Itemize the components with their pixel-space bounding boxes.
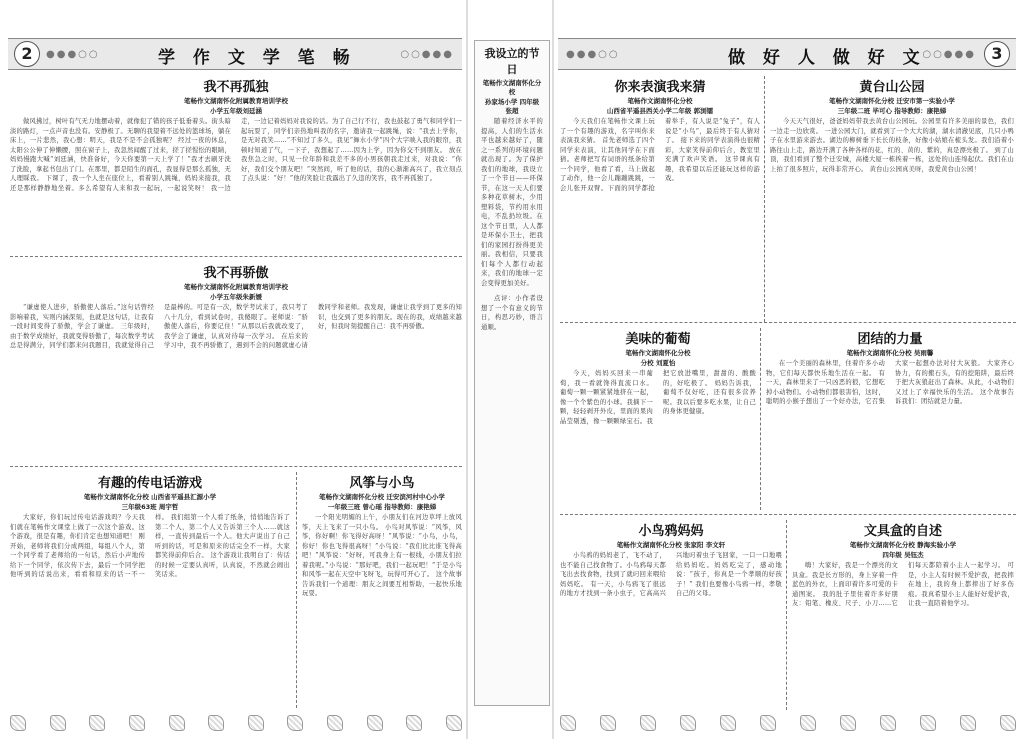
article-text: 嗨！大家好，我是一个漂亮的文具盒。我是长方形的，身上穿着一件蓝色的外衣，上面印着许多可爱的卡通图案。 我的肚子里住着许多好朋友：铅笔、橡皮、尺子、小刀……它们每天都陪着小主人一起学习。 可是，小主人有时候不爱护我，把我摔在地上，我的身上都摔出了好多伤痕。我真希望小主人能好好爱护我，让我一直陪着他学习。 [792, 562, 1014, 607]
leaf-ornament-icon [1000, 715, 1016, 731]
article-text: 大家好，你们玩过传电话游戏吗？今天我们就在笔畅作文课堂上做了一次这个游戏。这个游戏，很是有趣，你们肯定也想知道吧！ 刚开始，老师将我们分成两组，每组八个人，第一个同学看了老师给的一句话，然后小声地传给下一个同学，依次传下去，最后一个同学把他听到的话说出来，看看和原来的话一不一样。 我们组第一个人看了纸条，悄悄地告诉了第二个人，第二个人又告诉第三个人……就这样，一直传到最后一个人。他大声说出了自己听到的话，可是和原来的话完全不一样，大家都笑得前仰后合。 这个游戏让我明白了：传话的时候一定要认真听，认真说，不然就会闹出笑话来。 [10, 514, 290, 578]
divider [760, 328, 761, 510]
article-byline: 笔畅作文湖南怀化分校 迁安市第一实验小学 [829, 97, 955, 105]
article-grade: 分校 刘夏怡 [640, 359, 676, 367]
header-dots: ○○●●● [922, 49, 976, 60]
article-grade: 山西省平遥县西关小学二年级 郭浏镭 [606, 107, 714, 115]
article-byline: 笔畅作文湖南怀化分校 [627, 97, 693, 105]
leaf-ornament-icon [920, 715, 936, 731]
left-page-header [8, 38, 462, 70]
teacher-comment: 点评：小作者设想了一个有意义的节日，构思巧妙，语言通顺。 [481, 295, 543, 331]
leaf-ornament-icon [89, 715, 105, 731]
article-title: 美味的葡萄 [625, 332, 691, 347]
right-page-header [558, 38, 1016, 70]
article-huangtaishan-gongyuan [770, 76, 1014, 318]
leaf-ornament-icon [129, 715, 145, 731]
leaf-ornament-icon [600, 715, 616, 731]
article-title: 文具盒的自述 [863, 524, 942, 539]
article-grade: 三年级二班 毕可心 指导教师：康艳娣 [837, 107, 947, 115]
leaf-ornament-icon [327, 715, 343, 731]
leaf-ornament-icon [840, 715, 856, 731]
divider [786, 520, 787, 710]
article-byline: 笔畅作文湖南怀化分校 山西省平遥县汇源小学 [83, 493, 217, 501]
left-page [0, 0, 470, 739]
leaf-ornament-icon [50, 715, 66, 731]
article-fengzheng-yu-xiaoniao [302, 472, 462, 712]
leaf-ornament-icon [406, 715, 422, 731]
article-grade: 一年级三班 曾心瑶 指导教师：康艳娣 [327, 503, 437, 511]
header-dots: ●●●○○ [566, 49, 620, 60]
leaf-ornament-icon [169, 715, 185, 731]
header-dots: ○○●●● [400, 49, 454, 60]
article-title: 黄台山公园 [859, 80, 925, 95]
footer-ornament [10, 715, 462, 735]
leaf-ornament-icon [880, 715, 896, 731]
page-title: 做 好 人 做 好 文 [728, 48, 926, 68]
article-xiaoniao-ya-mama [560, 520, 782, 712]
article-text: “谦虚使人进步，骄傲使人落后。”这句话曾经影响着我，实则内涵深刻，也就是这句话，让我有一段时间变得了骄傲，学会了谦虚。 三年级时，由于数学成绩好，我就变得骄傲了，每次数学考试总是得满分，同学们都来问我题目，我就觉得自己是最棒的。可是有一次，数学考试来了，我只考了八十几分，看到试卷时，我傻眼了。老师说：“骄傲使人落后，你要记住！”从那以后我就改变了，我学会了谦虚，认真对待每一次学习。 在后来的学习中，我不再骄傲了，遇到不会的问题就虚心请教同学和老师。我发现，谦虚让我学到了更多的知识，也交到了更多的朋友。现在的我，成绩越来越好，但我时刻提醒自己：我不再骄傲。 [10, 304, 462, 349]
article-grade: 小学五年级刘廷涵 [210, 107, 262, 115]
page-number: 3 [984, 41, 1010, 67]
article-text: 小鸟鸦的妈妈老了，飞不动了，也不能自己找食物了。小鸟鸦每天都飞出去找食物，找到了就叼回来喂给妈妈吃。 有一天，小鸟鸦飞了很远的地方才找到一条小虫子，它高高兴兴地叼着虫子飞回家，一口一口地喂给妈妈吃。妈妈吃完了，感动地说：“孩子，你真是一个孝顺的好孩子！” 我们也要像小鸟鸦一样，孝敬自己的父母。 [560, 552, 782, 597]
article-title: 我不再骄傲 [203, 266, 269, 281]
article-grade: 三年级63班 周宇哲 [121, 503, 179, 511]
leaf-ornament-icon [560, 715, 576, 731]
article-title: 你来表演我来猜 [614, 80, 706, 95]
divider [10, 256, 462, 257]
leaf-ornament-icon [800, 715, 816, 731]
leaf-ornament-icon [10, 715, 26, 731]
article-wo-sheli-de-jieri [474, 40, 550, 706]
article-byline: 笔畅作文湖南怀化附属教育培训学校 [184, 283, 288, 291]
leaf-ornament-icon [680, 715, 696, 731]
article-title: 团结的力量 [857, 332, 923, 347]
article-text: 一个阳光明媚的上午，小朋友们在河边草坪上放风筝，天上飞来了一只小鸟。 小鸟对风筝说：“风筝，风筝，你好啊！你飞得好高呀！”风筝说：“小鸟，小鸟，你好！你也飞得很高呀！”小鸟说：“我们比比谁飞得高吧！”风筝说：“好呀，可我身上有一根线，小朋友们拉着我呢。”小鸟说：“那好吧，我们一起玩吧！”于是小鸟和风筝一起在天空中飞呀飞，玩得可开心了。 这个故事告诉我们一个道理：朋友之间要互相帮助，一起快乐地玩耍。 [302, 514, 462, 597]
right-page [552, 0, 1024, 739]
page-number: 2 [14, 41, 40, 67]
article-byline: 笔畅作文湖南怀化分校 [625, 349, 691, 357]
leaf-ornament-icon [640, 715, 656, 731]
leaf-ornament-icon [287, 715, 303, 731]
article-author: 孙家场小学 四年级 张超 [484, 98, 540, 115]
header-dots: ●●●○○ [46, 49, 100, 60]
divider [296, 472, 297, 708]
article-byline: 笔畅作文湖南怀化分校 [482, 79, 542, 96]
article-title: 有趣的传电话游戏 [97, 476, 202, 491]
article-wenjuhe-de-zishu [792, 520, 1014, 712]
article-text: 今天我们在笔畅作文课上玩了一个有趣的游戏，名字叫你来表演我来猜。 首先老师选了四个同学来表演，让其他同学在下面猜。老师把写有词语的纸条给第一个同学，他看了看，马上做起了动作，他一会儿蹦蹦跳跳，一会儿张开双臂。下面的同学都抢着举手，有人说是“兔子”，有人说是“小鸟”，最后终于有人猜对了。 接下来的同学表演得也很精彩，大家笑得前仰后合，教室里充满了欢声笑语。 这节课真有趣，我希望以后还能玩这样的游戏。 [560, 118, 760, 192]
article-byline: 笔畅作文湖南怀化分校 静海实验小学 [849, 541, 957, 549]
divider [764, 76, 765, 322]
article-byline: 笔畅作文湖南怀化分校 张家阳 李文轩 [616, 541, 726, 549]
article-grade: 小学五年级朱新媛 [210, 293, 262, 301]
article-title: 我设立的节日 [484, 47, 540, 76]
article-wo-bu-zai-gudu [10, 76, 462, 252]
divider [560, 514, 1016, 515]
page-fold [466, 0, 468, 739]
article-text: 随着经济水平的提高，人们的生活水平也越来越好了，随之一系列的环境问题就出现了。为了保护我们的地球，我设立了一个节日——环保节，在这一天人们要多种花草树木，少用塑料袋，节约用水用电，不乱扔垃圾。在这个节日里，人人都是环保小卫士，把我们的家园打扮得更美丽。我相信，只要我们每个人都行动起来，我们的地球一定会变得更加美好。 [481, 118, 543, 287]
article-title: 我不再孤独 [203, 80, 269, 95]
footer-ornament [560, 715, 1016, 735]
article-text: 做风拂过，树叶有气无力地摆动着，就像犯了错的孩子低垂着头。街头暗淡的路灯，一点声音也没有。安静极了。无聊的我望着不远处的篮球场，躺在床上，一片悲然，我心想：明天，我是不是不会孤独呢？ 经过一夜的休息，太阳公公伸了伸懒腰，照在窗子上，我忽然闻醒了过来，搓了搓惺忪的眼睛，妈妈慢跑大喊“刘廷涵，快准备好，今天你要第一天上学了！”我才去刷牙洗了洗脸，拿起书包出了门。在那里，都是陌生的面孔，我显得是那么孤独，无人理睬我。 下课了，我一个人坐在座位上，看着别人跳绳，妈妈来接我，我还是那样静静地坐着。多么希望有人来和我一起玩，一起说笑呀！ 我一边走，一边记着妈妈对我说的话。为了自己行不行，我也鼓起了勇气和同学们一起玩耍了，同学们亲热地叫我的名字，邀请我一起跳绳，说：“我去上学你，是无对我笑……”不知过了多久，我见“舞水小学”四个大字映入我的眼帘，我顿时知道了气，一下子，我想起了……因为上学，因为你交不到朋友。 放在我焦急之时，只见一位年龄和我差不多的小男孩朝我走过来，对我说：“你好，我们交个朋友吧！”突然间，听了他的话，我的心渐渐高兴了，我立刻点了点头说：“好！”他的笑脸让我露出了久违的笑容，我不再孤独了。 [10, 118, 462, 192]
leaf-ornament-icon [208, 715, 224, 731]
leaf-ornament-icon [248, 715, 264, 731]
leaf-ornament-icon [760, 715, 776, 731]
article-title: 风筝与小鸟 [349, 476, 415, 491]
article-text: 今天天气很好，爸爸妈妈带我去黄台山公园玩。公园里有许多美丽的景色，我们一边走一边欣赏。 一进公园大门，就看到了一个大大的湖，湖水清澈见底，几只小鸭子在水里游来游去。湖边的柳树垂下长长的枝条，好像小姑娘在梳头发。我们沿着小路往山上走，路边开满了各种各样的花，红的、黄的、紫的，真是漂亮极了。 到了山顶，我们看到了整个迁安城，高楼大厦一栋挨着一栋，远处的山连绵起伏。我们在山上拍了很多照片，玩得非常开心。 黄台山公园真美呀，我爱黄台山公园！ [770, 118, 1014, 173]
leaf-ornament-icon [446, 715, 462, 731]
article-text: 今天，妈妈买回来一串葡萄，我一看就馋得直流口水。 葡萄一颗一颗紧紧地挤在一起，像一个个紫色的小球。我摘下一颗，轻轻剥开外皮，里面的果肉晶莹剔透，像一颗颗绿宝石。我把它放进嘴里，甜甜的、酸酸的，好吃极了。 妈妈告诉我，葡萄不仅好吃，还有很多营养呢。我以后要多吃水果，让自己的身体更健康。 [560, 370, 756, 425]
leaf-ornament-icon [720, 715, 736, 731]
article-title: 小鸟鸦妈妈 [638, 524, 704, 539]
article-chuan-dianhua-youxi [10, 472, 290, 712]
article-byline: 笔畅作文湖南怀化分校 迁安滨河村中心小学 [319, 493, 445, 501]
leaf-ornament-icon [960, 715, 976, 731]
divider [560, 322, 1016, 323]
leaf-ornament-icon [367, 715, 383, 731]
divider [10, 466, 462, 467]
article-text: 在一个美丽的森林里，住着许多小动物，它们每天都快乐地生活在一起。 有一天，森林里来了一只凶恶的狼，它想吃掉小动物们。小动物们都很害怕，这时，聪明的小猴子想出了一个好办法，它召集大家一起想办法对付大灰狼。 大家齐心协力，有的搬石头，有的挖陷阱，最后终于把大灰狼赶出了森林。从此，小动物们又过上了幸福快乐的生活。 这个故事告诉我们：团结就是力量。 [766, 360, 1014, 405]
article-wo-bu-zai-jiaoao [10, 262, 462, 462]
article-tuanjie-de-liliang [766, 328, 1014, 510]
article-ni-lai-biaoyan [560, 76, 760, 318]
article-meiwei-de-putao [560, 328, 756, 510]
page-title: 学 作 文 学 笔 畅 [158, 48, 356, 68]
article-grade: 四年级 吴钰杰 [882, 551, 924, 559]
article-byline: 笔畅作文湖南怀化分校 吴雨馨 [846, 349, 934, 357]
middle-column [470, 0, 552, 739]
article-byline: 笔畅作文湖南怀化附属教育培训学校 [184, 97, 288, 105]
